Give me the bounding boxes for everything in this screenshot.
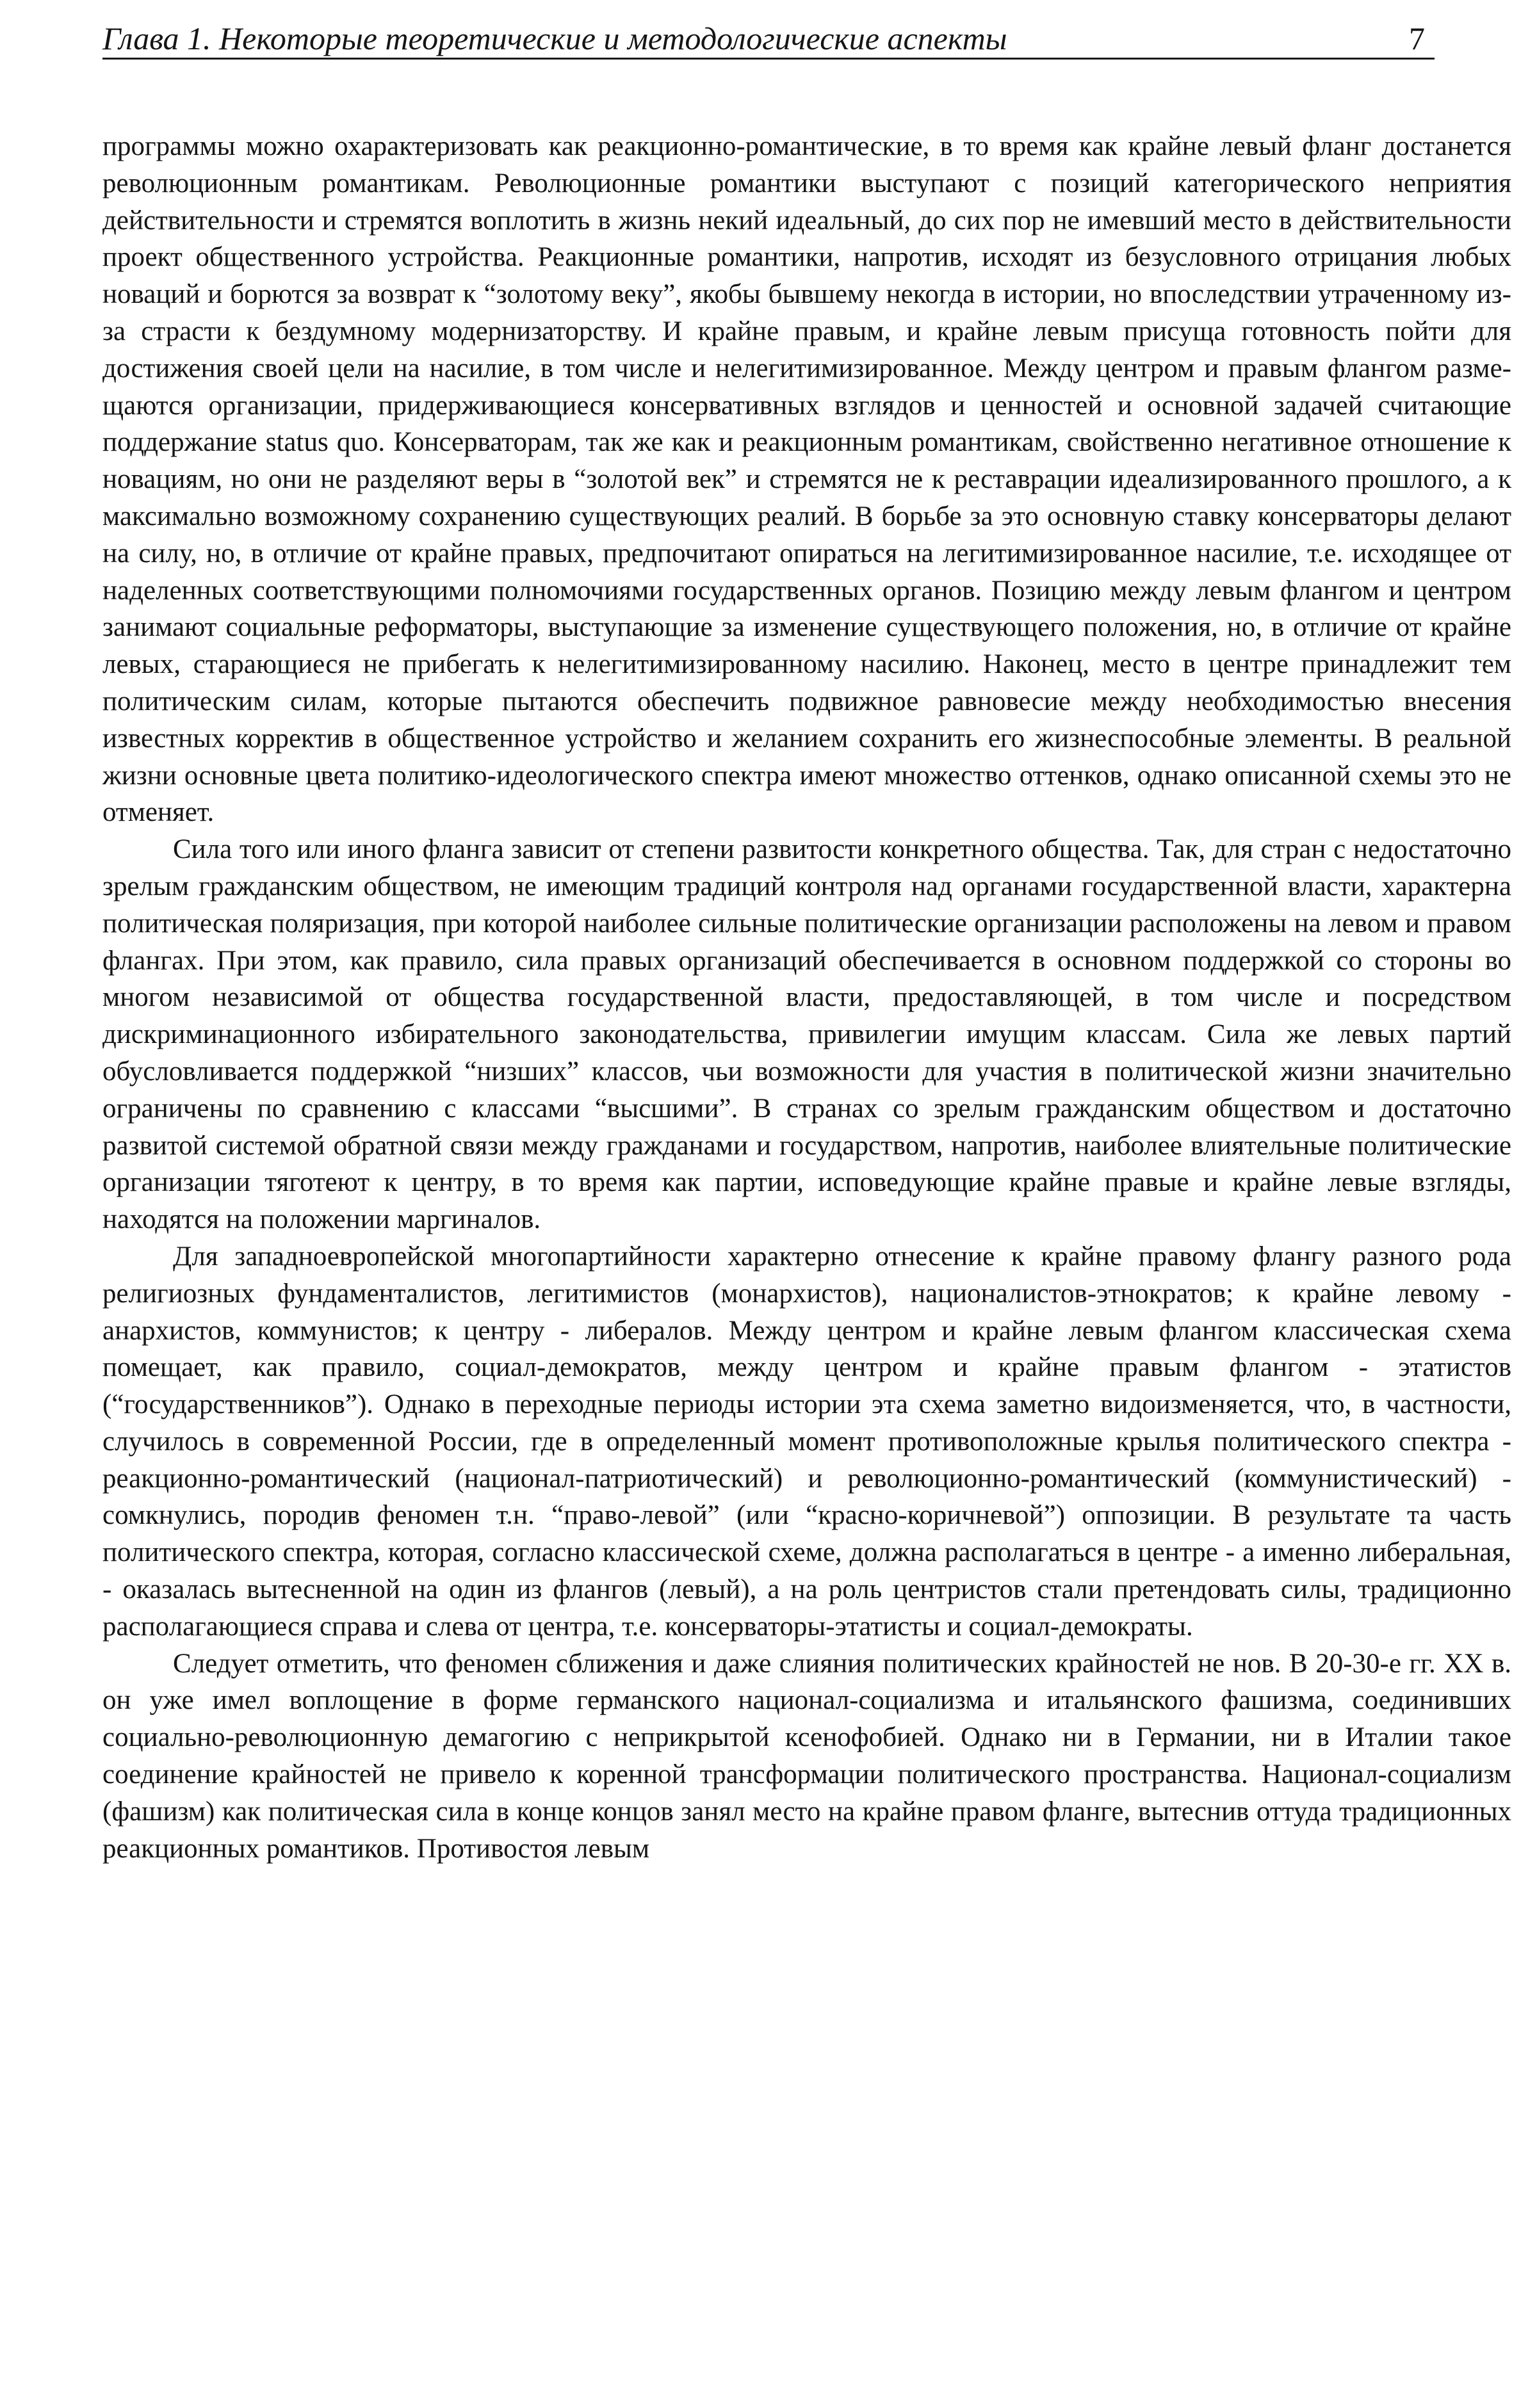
paragraph-1: программы можно охарактеризовать как реакционно-романтические, в то время как крайне левый фланг достанется революционным романтикам. Революционные романтики выступают с позиций категорического неприятия действительности и стремятся воплотить в жизнь некий идеальный, до сих пор не имевший место в действительности проект общественного устройства. Реакционные романтики, напротив, исходят из безусловного отрицания любых новаций и борются за возврат к “золотому веку”, якобы бывшему некогда в истории, но впоследствии утраченному из-за страсти к бездумному модернизаторству. И крайне правым, и крайне левым присуща готовность пойти для достижения своей цели на насилие, в том числе и нелегитимизированное. Между центром и правым флангом размещаются организации, придерживающиеся консервативных взглядов и ценностей и основной задачей считающие поддержание status quo. Консерваторам, так же как и реакционным романтикам, свойственно негативное отношение к новациям, но они не разделяют веры в “золотой век” и стремятся не к реставрации идеализированного прошлого, а к максимально возможному сохранению существующих реалий. В борьбе за это основную ставку консерваторы делают на силу, но, в отличие от крайне правых, предпочитают опираться на легитимизированное насилие, т.е. исходящее от наделенных соответствующими полномочиями государственных органов. Позицию между левым флангом и центром занимают социальные реформаторы, выступающие за изменение существующего положения, но, в отличие от крайне левых, старающиеся не прибегать к нелегитимизированному насилию. Наконец, место в центре принадлежит тем политическим силам, которые пытаются обеспечить подвижное равновесие между необходимостью внесения известных корректив в общественное устройство и желанием сохранить его жизнеспособные элементы. В реальной жизни основные цвета политико-идеологического спектра имеют множество оттенков, однако описанной схемы это не отменяет.: [102, 131, 1511, 828]
paragraph-4: Следует отметить, что феномен сближения и даже слияния политических крайностей не нов. В 20-30-е гг. XX в. он уже имел воплощение в форме германского национал-социализма и итальянского фашизма, соединивших социально-революционную демагогию с неприкрытой ксенофобией. Однако ни в Германии, ни в Италии такое соединение крайностей не привело к коренной трансформации политического пространства. Национал-социализм (фашизм) как политическая сила в конце концов занял место на крайне правом фланге, вытеснив оттуда традиционных реакционных романтиков. Противостоя левым: [102, 1648, 1511, 1864]
paragraph-2: Сила того или иного фланга зависит от степени развитости конкретного общества. Так, для стран с недостаточно зрелым гражданским обществом, не имеющим традиций контроля над органами государственной власти, характерна политическая поляризация, при которой наиболее сильные политические организации расположены на левом и правом флангах. При этом, как правило, сила правых организаций обеспечивается в основном поддержкой со стороны во многом независимой от общества государственной власти, предоставляющей, в том числе и посредством дискриминационного избирательного законодательства, привилегии имущим классам. Сила же левых партий обусловливается поддержкой “низших” классов, чьи возможности для участия в политической жизни значительно ограничены по сравнению с классами “высшими”. В странах со зрелым гражданским обществом и достаточно развитой системой обратной связи между гражданами и государством, напротив, наиболее влиятельные политические организации тяготеют к центру, в то время как партии, исповедующие крайне правые и крайне левые взгляды, находятся на положении маргиналов.: [102, 834, 1511, 1235]
running-header: [102, 19, 1435, 60]
paragraph-3: Для западноевропейской многопартийности характерно отнесение к крайне правому флангу разного рода религиозных фундаменталистов, легитимистов (монархистов), националистов-этнократов; к крайне левому - анархистов, коммунистов; к центру - либералов. Между центром и крайне левым флангом классическая схема помещает, как правило, социал-демократов, между центром и крайне правым флангом - этатистов (“государственников”). Однако в переходные периоды истории эта схема заметно видоизменяется, что, в частности, случилось в современной России, где в определенный момент противоположные крылья политического спектра - реакционно-романтический (национал-патриотический) и революционно-романтический (коммунистический) - сомкнулись, породив феномен т.н. “право-левой” (или “красно-коричневой”) оппозиции. В результате та часть политического спектра, которая, согласно классической схеме, должна располагаться в центре - а именно либеральная, - оказалась вытесненной на один из флангов (левый), а на роль центристов стали претендовать силы, традиционно располагающиеся справа и слева от центра, т.е. консерваторы-этатисты и социал-демократы.: [102, 1241, 1511, 1642]
body-text: [102, 128, 1511, 1867]
chapter-title: Глава 1. Некоторые теоретические и методологические аспекты: [102, 20, 1007, 56]
page-number: 7: [1409, 20, 1425, 56]
book-page: [102, 19, 1511, 2388]
